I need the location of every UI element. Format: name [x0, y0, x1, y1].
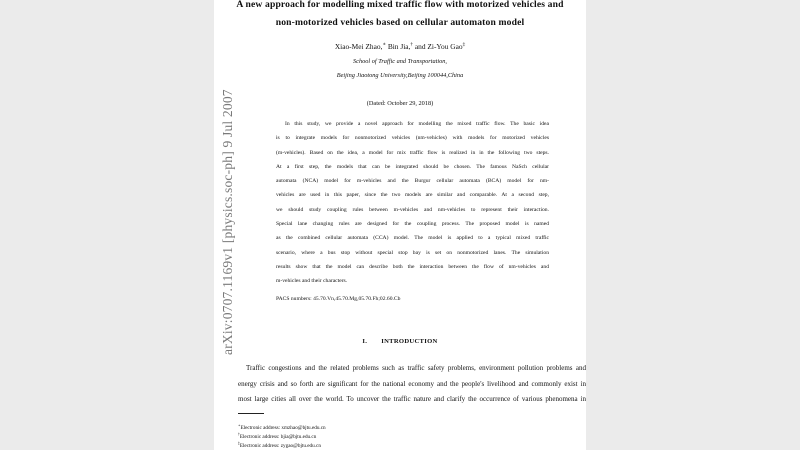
author-1-mark: ∗ [382, 41, 386, 48]
author-2: Bin Jia, [387, 42, 411, 51]
pacs-numbers: PACS numbers: 45.70.Vn,45.70.Mg,05.70.Fh;02.60.Cb [276, 296, 401, 302]
footnote [238, 433, 326, 442]
abstract-line: (m-vehicles). Based on the idea, a model for mix traffic flow is realized in in the following two steps. [276, 149, 549, 156]
author-1: Xiao-Mei Zhao, [334, 42, 383, 51]
section-title: INTRODUCTION [381, 338, 438, 345]
footnote-rule [238, 413, 264, 414]
abstract-line: vehicles are used in this paper, since the two models are similar and comparable. At a second step, [276, 192, 549, 199]
abstract-line: scenario, where a bus stop without special stop bay is set on nonmotorized lanes. The simulation [276, 249, 549, 256]
author-and: and [414, 42, 426, 51]
footnote [238, 442, 326, 450]
footnote-mark: † [238, 432, 240, 437]
abstract-line: as the combined cellular automata (CCA) model. The model is applied to a typical mixed traffic [276, 235, 549, 242]
abstract [276, 117, 549, 289]
author-list [0, 42, 800, 51]
affiliation-line-2: Beijing Jiaotong University,Beijing 100044,China [336, 72, 464, 79]
arxiv-stamp: arXiv:0707.1169v1 [physics.soc-ph] 9 Jul 2007 [220, 89, 235, 355]
abstract-line: results show that the model can describe both the interaction between the flow of nm-vehicles and [276, 263, 549, 270]
footnote-text: Electronic address: bjia@bjtu.edu.cn [239, 433, 317, 440]
section-heading [0, 338, 800, 345]
paper-title-line-1: A new approach for modelling mixed traffic flow with motorized vehicles and [236, 0, 564, 10]
abstract-line: At a first step, the models that can be integrated should be chosen. The famous NaSch cellular [276, 163, 549, 170]
footnote-text: Electronic address: xmzhao@bjtu.edu.cn [240, 425, 326, 431]
abstract-line: Special lane changing rules are designed for the coupling process. The proposed model is named [276, 221, 549, 228]
introduction-text [238, 361, 586, 408]
footnote [238, 424, 326, 433]
author-3: Zi-You Gao [427, 42, 463, 51]
author-2-mark: † [410, 41, 413, 48]
abstract-line: is to integrate models for nonmotorized vehicles (nm-vehicles) with models for motorized vehicles [276, 135, 549, 142]
body-line: Traffic congestions and the related problems such as traffic safety problems, environment pollution problems and [246, 364, 586, 372]
author-3-mark: ‡ [462, 41, 466, 48]
footnote-mark: ‡ [238, 440, 240, 445]
body-line: energy crisis and so forth are significant for the national economy and the people's livelihood and commonly exist in [238, 379, 586, 388]
abstract-line: In this study, we provide a novel approach for modelling the mixed traffic flow. The basic idea [285, 121, 549, 127]
footnotes [238, 424, 326, 450]
paper-title-line-2: non-motorized vehicles based on cellular automaton model [275, 17, 525, 28]
body-line: most large cities all over the world. To uncover the traffic nature and clarify the occurrence of various phenomena in [238, 395, 586, 403]
footnote-mark: ∗ [238, 423, 241, 428]
abstract-line: m-vehicles and their characters. [276, 278, 348, 285]
abstract-line: we should study coupling rules between m-vehicles and nm-vehicles to represent their interaction. [276, 206, 549, 213]
footnote-text: Electronic address: zygao@bjtu.edu.cn [239, 442, 321, 449]
section-number: I. [362, 338, 368, 345]
dated-line: (Dated: October 29, 2018) [366, 100, 434, 107]
affiliation-line-1: School of Traffic and Transportation, [353, 58, 447, 65]
abstract-line: automata (NCA) model for m-vehicles and the Burgur cellular automata (BCA) model for nm- [276, 178, 549, 185]
